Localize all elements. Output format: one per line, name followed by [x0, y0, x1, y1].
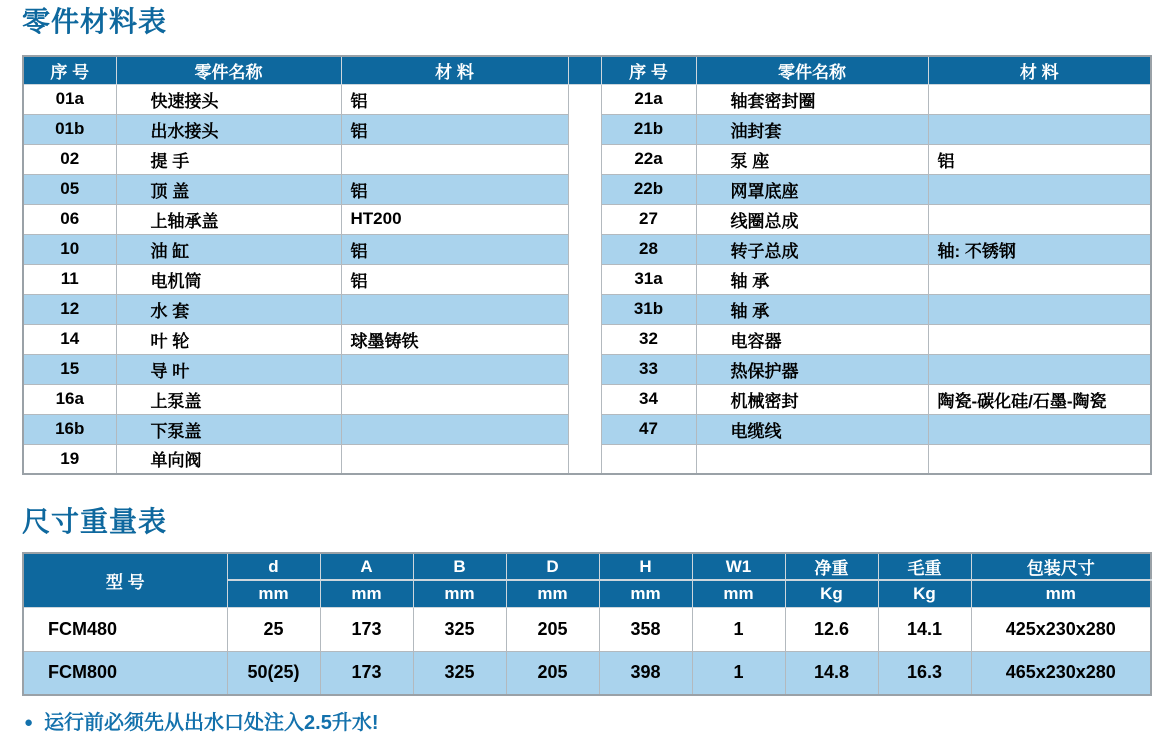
part-material-cell: [341, 384, 568, 414]
value-cell: 358: [599, 607, 692, 651]
part-material-cell: 铝: [341, 114, 568, 144]
part-name-cell: 电机筒: [116, 264, 341, 294]
part-name-cell: 叶 轮: [116, 324, 341, 354]
unit-cell: mm: [971, 580, 1151, 607]
warning-note-text: 运行前必须先从出水口处注入2.5升水!: [44, 712, 379, 734]
part-material-cell: [341, 294, 568, 324]
part-name-cell: 线圈总成: [696, 204, 928, 234]
column-header-material: 材 料: [928, 56, 1151, 84]
warning-note: [24, 709, 1150, 737]
part-name-cell: 上轴承盖: [116, 204, 341, 234]
part-name-cell: 轴套密封圈: [696, 84, 928, 114]
part-material-cell: [341, 414, 568, 444]
part-name-cell: 油 缸: [116, 234, 341, 264]
part-name-cell: 水 套: [116, 294, 341, 324]
part-name-cell: 下泵盖: [116, 414, 341, 444]
part-no-cell: 11: [23, 264, 116, 294]
value-cell: 1: [692, 607, 785, 651]
part-material-cell: [928, 114, 1151, 144]
value-cell: 14.8: [785, 651, 878, 695]
column-header-d2: D: [506, 553, 599, 580]
dimensions-table-title: 尺寸重量表: [22, 506, 168, 537]
part-material-cell: [928, 324, 1151, 354]
value-cell: 1: [692, 651, 785, 695]
dimensions-weight-table: [22, 552, 1152, 696]
part-name-cell: 顶 盖: [116, 174, 341, 204]
column-header-package-size: 包装尺寸: [971, 553, 1151, 580]
part-no-cell: 19: [23, 444, 116, 474]
value-cell: 398: [599, 651, 692, 695]
column-header-material: 材 料: [341, 56, 568, 84]
column-header-name: 零件名称: [696, 56, 928, 84]
parts-material-table: [22, 55, 1152, 475]
part-no-cell: 10: [23, 234, 116, 264]
unit-cell: mm: [506, 580, 599, 607]
part-no-cell: 06: [23, 204, 116, 234]
part-no-cell: 32: [601, 324, 696, 354]
part-no-cell: 12: [23, 294, 116, 324]
part-material-cell: [928, 204, 1151, 234]
part-no-cell: 31b: [601, 294, 696, 324]
value-cell: 465x230x280: [971, 651, 1151, 695]
model-cell: FCM800: [23, 651, 227, 695]
part-name-cell: 导 叶: [116, 354, 341, 384]
column-header-gross-weight: 毛重: [878, 553, 971, 580]
part-no-cell: 01a: [23, 84, 116, 114]
part-no-cell: 21b: [601, 114, 696, 144]
part-material-cell: [928, 294, 1151, 324]
column-header-net-weight: 净重: [785, 553, 878, 580]
part-no-cell: 47: [601, 414, 696, 444]
value-cell: 16.3: [878, 651, 971, 695]
part-material-cell: HT200: [341, 204, 568, 234]
column-header-model: 型 号: [23, 553, 227, 607]
part-no-cell: 14: [23, 324, 116, 354]
part-name-cell: 电缆线: [696, 414, 928, 444]
column-header-name: 零件名称: [116, 56, 341, 84]
part-name-cell: 轴 承: [696, 264, 928, 294]
part-name-cell: [696, 444, 928, 474]
part-material-cell: 铝: [341, 174, 568, 204]
part-material-cell: 球墨铸铁: [341, 324, 568, 354]
part-material-cell: 铝: [341, 264, 568, 294]
dims-header-row-labels: [23, 553, 1151, 580]
part-material-cell: 铝: [341, 234, 568, 264]
part-name-cell: 网罩底座: [696, 174, 928, 204]
header-gap-cell: [568, 56, 601, 84]
part-no-cell: 22a: [601, 144, 696, 174]
part-name-cell: 电容器: [696, 324, 928, 354]
dims-row: [23, 651, 1151, 695]
value-cell: 12.6: [785, 607, 878, 651]
part-no-cell: 31a: [601, 264, 696, 294]
part-name-cell: 单向阀: [116, 444, 341, 474]
value-cell: 173: [320, 651, 413, 695]
part-material-cell: 铝: [341, 84, 568, 114]
value-cell: 173: [320, 607, 413, 651]
value-cell: 14.1: [878, 607, 971, 651]
model-cell: FCM480: [23, 607, 227, 651]
column-header-a: A: [320, 553, 413, 580]
part-no-cell: 27: [601, 204, 696, 234]
dims-row: [23, 607, 1151, 651]
value-cell: 205: [506, 607, 599, 651]
unit-cell: mm: [692, 580, 785, 607]
part-name-cell: 上泵盖: [116, 384, 341, 414]
part-no-cell: 02: [23, 144, 116, 174]
part-material-cell: [928, 84, 1151, 114]
column-header-d: d: [227, 553, 320, 580]
part-material-cell: [928, 264, 1151, 294]
part-no-cell: 16a: [23, 384, 116, 414]
part-no-cell: 15: [23, 354, 116, 384]
column-header-no: 序 号: [601, 56, 696, 84]
part-name-cell: 快速接头: [116, 84, 341, 114]
part-material-cell: [928, 174, 1151, 204]
unit-cell: Kg: [785, 580, 878, 607]
part-material-cell: [928, 354, 1151, 384]
column-header-b: B: [413, 553, 506, 580]
value-cell: 325: [413, 607, 506, 651]
part-name-cell: 热保护器: [696, 354, 928, 384]
value-cell: 25: [227, 607, 320, 651]
value-cell: 325: [413, 651, 506, 695]
unit-cell: mm: [227, 580, 320, 607]
unit-cell: mm: [320, 580, 413, 607]
part-material-cell: [341, 444, 568, 474]
part-name-cell: 转子总成: [696, 234, 928, 264]
part-material-cell: [928, 414, 1151, 444]
value-cell: 205: [506, 651, 599, 695]
column-header-h: H: [599, 553, 692, 580]
part-name-cell: 机械密封: [696, 384, 928, 414]
part-name-cell: 轴 承: [696, 294, 928, 324]
part-material-cell: [341, 354, 568, 384]
part-material-cell: 轴: 不锈钢: [928, 234, 1151, 264]
part-no-cell: 34: [601, 384, 696, 414]
bullet-icon: ●: [24, 714, 34, 731]
part-material-cell: [341, 144, 568, 174]
value-cell: 50(25): [227, 651, 320, 695]
part-material-cell: [928, 444, 1151, 474]
column-header-w1: W1: [692, 553, 785, 580]
part-no-cell: 05: [23, 174, 116, 204]
parts-header-row: [23, 56, 1151, 84]
unit-cell: Kg: [878, 580, 971, 607]
table-gap-column: [568, 84, 601, 474]
part-no-cell: 33: [601, 354, 696, 384]
part-no-cell: [601, 444, 696, 474]
part-no-cell: 22b: [601, 174, 696, 204]
part-name-cell: 油封套: [696, 114, 928, 144]
value-cell: 425x230x280: [971, 607, 1151, 651]
unit-cell: mm: [599, 580, 692, 607]
part-material-cell: 铝: [928, 144, 1151, 174]
part-no-cell: 21a: [601, 84, 696, 114]
part-material-cell: 陶瓷-碳化硅/石墨-陶瓷: [928, 384, 1151, 414]
column-header-no: 序 号: [23, 56, 116, 84]
part-name-cell: 提 手: [116, 144, 341, 174]
parts-table-title: 零件材料表: [22, 6, 168, 37]
part-name-cell: 泵 座: [696, 144, 928, 174]
parts-row: [23, 84, 1151, 114]
part-no-cell: 28: [601, 234, 696, 264]
part-no-cell: 16b: [23, 414, 116, 444]
unit-cell: mm: [413, 580, 506, 607]
part-no-cell: 01b: [23, 114, 116, 144]
part-name-cell: 出水接头: [116, 114, 341, 144]
